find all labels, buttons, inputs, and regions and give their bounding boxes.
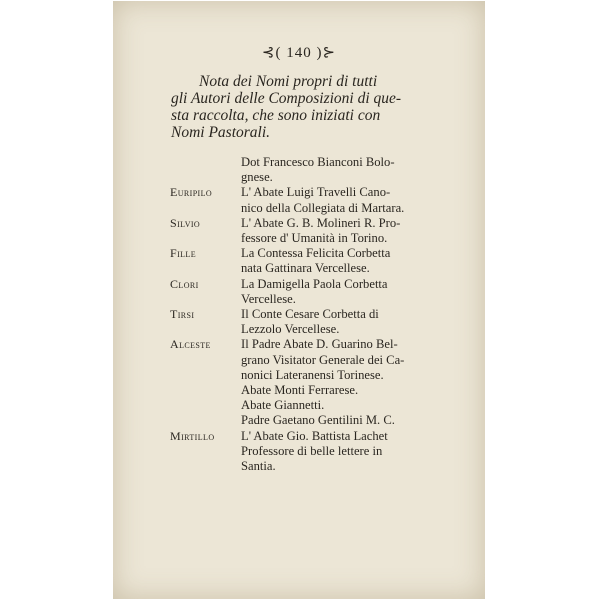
author-entry xyxy=(113,398,485,413)
author-description xyxy=(241,155,475,185)
author-description xyxy=(241,216,475,246)
pastoral-name: Silvio xyxy=(170,215,201,230)
description-line: Professore di belle lettere in xyxy=(241,443,383,458)
description-line: Dot Francesco Bianconi Bolo- xyxy=(241,155,395,169)
author-entry xyxy=(113,155,485,185)
author-entry xyxy=(113,429,485,475)
ornament-right: ⊱ xyxy=(322,45,337,61)
description-line: Abate Giannetti. xyxy=(241,398,325,413)
pastoral-name: Alceste xyxy=(170,337,211,352)
pastoral-name: Euripilo xyxy=(170,185,213,200)
description-line: grano Visitator Generale dei Ca- xyxy=(241,352,405,367)
author-entry xyxy=(113,185,485,215)
author-entry xyxy=(113,413,485,428)
author-entry xyxy=(113,337,485,383)
description-line: La Damigella Paola Corbetta xyxy=(241,276,388,291)
pastoral-name: Clori xyxy=(170,276,199,291)
author-description xyxy=(241,185,475,215)
description-line: nico della Collegiata di Martara. xyxy=(241,200,405,215)
author-description xyxy=(241,337,475,383)
section-heading xyxy=(171,73,471,141)
author-description xyxy=(241,277,475,307)
description-line: fessore d' Umanità in Torino. xyxy=(241,231,388,246)
author-entry xyxy=(113,246,485,276)
author-description xyxy=(241,429,475,475)
description-line: L' Abate Luigi Travelli Cano- xyxy=(241,185,391,200)
author-description xyxy=(241,307,475,337)
author-list xyxy=(113,155,485,474)
pastoral-name: Mirtillo xyxy=(170,428,215,443)
pastoral-name: Tirsi xyxy=(170,307,195,322)
author-entry xyxy=(113,383,485,398)
author-description xyxy=(241,246,475,276)
description-line: La Contessa Felicita Corbetta xyxy=(241,246,391,261)
author-entry xyxy=(113,216,485,246)
author-description xyxy=(241,398,475,413)
description-line: L' Abate G. B. Molineri R. Pro- xyxy=(241,215,401,230)
pastoral-name: Fille xyxy=(170,246,196,261)
description-line: Santia. xyxy=(241,459,276,474)
description-line: Abate Monti Ferrarese. xyxy=(241,383,359,398)
description-line: Lezzolo Vercellese. xyxy=(241,322,340,337)
author-entry xyxy=(113,307,485,337)
heading-line: Nomi Pastorali. xyxy=(171,124,271,141)
description-line: nata Gattinara Vercellese. xyxy=(241,261,370,276)
description-line: L' Abate Gio. Battista Lachet xyxy=(241,428,388,443)
description-line: Vercellese. xyxy=(241,291,296,306)
description-line: gnese. xyxy=(241,170,273,185)
heading-line: gli Autori delle Composizioni di que- xyxy=(171,90,402,107)
description-line: nonici Lateranensi Torinese. xyxy=(241,367,384,382)
description-line: Il Padre Abate D. Guarino Bel- xyxy=(241,337,398,352)
book-page xyxy=(113,1,485,599)
heading-line: Nota dei Nomi propri di tutti xyxy=(199,73,378,90)
author-description xyxy=(241,383,475,398)
heading-line: sta raccolta, che sono iniziati con xyxy=(171,107,381,124)
author-description xyxy=(241,413,475,428)
author-entry xyxy=(113,277,485,307)
ornament-left: ⊰ xyxy=(261,45,276,61)
description-line: Padre Gaetano Gentilini M. C. xyxy=(241,413,395,428)
description-line: Il Conte Cesare Corbetta di xyxy=(241,307,379,322)
page-number: ⊰( 140 )⊱ xyxy=(261,45,337,61)
